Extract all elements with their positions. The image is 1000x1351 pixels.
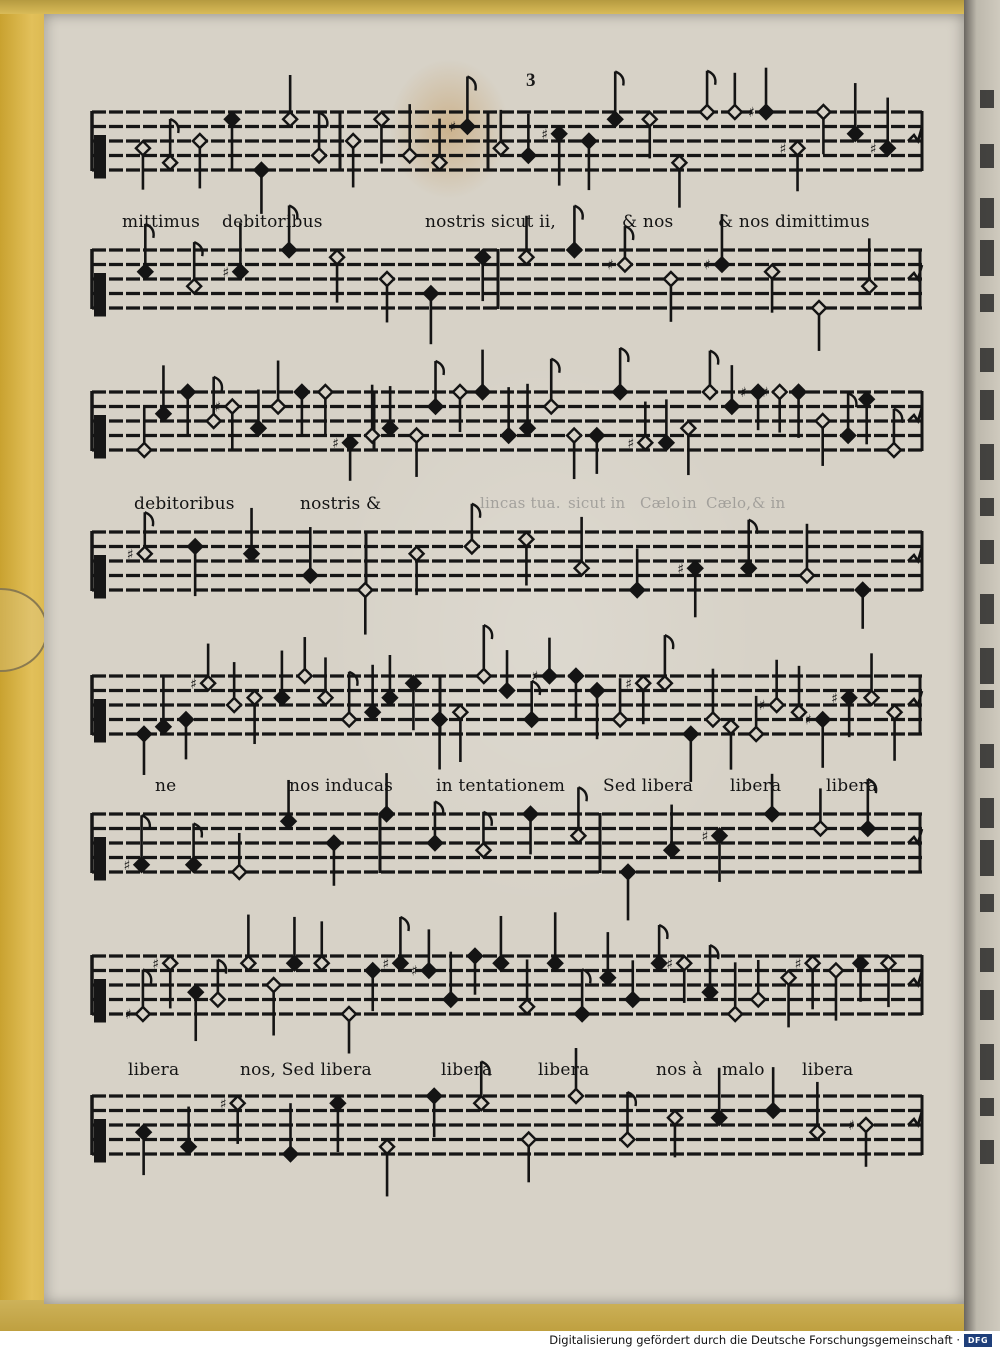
- note-head: [728, 1007, 742, 1021]
- note-head: [282, 814, 296, 828]
- note-head: [816, 105, 830, 119]
- accidental-mark: ♯: [761, 385, 769, 401]
- lyric-word: libera: [826, 776, 878, 796]
- note-head: [542, 669, 556, 683]
- lyric-word: libera: [128, 1060, 180, 1080]
- note-head: [303, 569, 317, 583]
- note-head: [476, 250, 490, 264]
- note-head: [193, 134, 207, 148]
- note-head: [782, 971, 796, 985]
- note-head: [770, 698, 784, 712]
- note-head: [346, 134, 360, 148]
- note-head: [201, 676, 215, 690]
- note-head: [842, 691, 856, 705]
- lyric-word: mittimus: [122, 212, 201, 232]
- note-head: [664, 272, 678, 286]
- note-head: [659, 436, 673, 450]
- note-head: [156, 407, 170, 421]
- note-head: [380, 1140, 394, 1154]
- note-head: [521, 149, 535, 163]
- note-head: [773, 385, 787, 399]
- note-head: [569, 1089, 583, 1103]
- note-head: [590, 684, 604, 698]
- note-head: [887, 443, 901, 457]
- note-head: [848, 127, 862, 141]
- note-head: [315, 956, 329, 970]
- accidental-mark: ♯: [214, 399, 222, 416]
- note-head: [330, 250, 344, 264]
- custos-mark: [908, 127, 922, 141]
- note-head: [652, 956, 666, 970]
- note-head: [569, 669, 583, 683]
- note-head: [251, 421, 265, 435]
- note-head: [713, 829, 727, 843]
- lyric-bleed: & in: [752, 494, 786, 512]
- note-head: [816, 713, 830, 727]
- note-head: [476, 385, 490, 399]
- note-head: [187, 858, 201, 872]
- note-head: [422, 964, 436, 978]
- note-head: [410, 429, 424, 443]
- footer-bar: [0, 1331, 1000, 1351]
- lyric-bleed: Cælo,: [706, 494, 752, 512]
- clef-mark: [94, 837, 106, 881]
- note-head: [424, 287, 438, 301]
- note-head: [791, 141, 805, 155]
- note-head: [759, 105, 773, 119]
- note-head: [638, 436, 652, 450]
- note-head: [703, 385, 717, 399]
- note-head: [766, 1104, 780, 1118]
- clef-mark: [94, 979, 106, 1023]
- note-head: [453, 705, 467, 719]
- accidental-mark: ♯: [124, 1007, 132, 1023]
- note-head: [582, 134, 596, 148]
- clef-mark: [94, 699, 106, 743]
- note-head: [383, 421, 397, 435]
- note-head: [810, 1125, 824, 1139]
- accidental-mark: ♯: [627, 435, 635, 452]
- lyric-word: debitoribus: [134, 494, 235, 514]
- accidental-mark: ♯: [152, 956, 160, 973]
- accidental-mark: ♯: [740, 385, 747, 401]
- note-head: [225, 400, 239, 414]
- note-head: [365, 429, 379, 443]
- note-head: [444, 993, 458, 1007]
- note-head: [241, 956, 255, 970]
- note-head: [862, 279, 876, 293]
- lyric-word: & nos dimittimus: [718, 212, 870, 232]
- note-head: [728, 105, 742, 119]
- note-head: [403, 149, 417, 163]
- accidental-mark: ♯: [606, 257, 614, 274]
- note-head: [881, 141, 895, 155]
- note-head: [712, 1111, 726, 1125]
- note-head: [888, 705, 902, 719]
- note-head: [232, 865, 246, 879]
- note-head: [590, 429, 604, 443]
- note-head: [182, 1140, 196, 1154]
- note-head: [703, 985, 717, 999]
- note-head: [672, 156, 686, 170]
- accidental-mark: ♯: [126, 546, 134, 563]
- lyric-line-4: [0, 1060, 1000, 1086]
- note-head: [494, 141, 508, 155]
- lyric-bleed: in: [682, 494, 697, 512]
- lyric-word: libera: [802, 1060, 854, 1080]
- note-head: [861, 822, 875, 836]
- note-head: [406, 676, 420, 690]
- accidental-mark: ♯: [703, 257, 711, 274]
- note-head: [189, 985, 203, 999]
- note-head: [765, 807, 779, 821]
- note-head: [613, 385, 627, 399]
- note-head: [358, 583, 372, 597]
- note-head: [225, 112, 239, 126]
- note-head: [163, 956, 177, 970]
- note-head: [613, 713, 627, 727]
- note-head: [881, 956, 895, 970]
- note-head: [608, 112, 622, 126]
- note-head: [524, 807, 538, 821]
- note-head: [854, 956, 868, 970]
- accidental-mark: ♯: [219, 1096, 227, 1113]
- note-head: [427, 1089, 441, 1103]
- lyric-word: nos à: [656, 1060, 703, 1080]
- note-head: [841, 429, 855, 443]
- note-head: [706, 713, 720, 727]
- accidental-mark: ♯: [123, 857, 131, 874]
- accidental-mark: ♯: [701, 828, 709, 845]
- accidental-mark: ♯: [531, 669, 539, 685]
- note-head: [715, 258, 729, 272]
- note-head: [138, 547, 152, 561]
- lyric-line-1: [0, 212, 1000, 238]
- note-head: [227, 698, 241, 712]
- note-head: [137, 727, 151, 741]
- note-head: [494, 956, 508, 970]
- note-head: [865, 691, 879, 705]
- note-head: [343, 436, 357, 450]
- note-head: [829, 964, 843, 978]
- note-head: [312, 149, 326, 163]
- custos-mark: [908, 1111, 922, 1125]
- note-head: [522, 1133, 536, 1147]
- page-number: 3: [526, 70, 536, 91]
- lyric-word: nos inducas: [289, 776, 394, 796]
- note-head: [283, 1147, 297, 1161]
- note-head: [751, 993, 765, 1007]
- clef-mark: [94, 415, 106, 459]
- accidental-mark: ♯: [794, 956, 802, 973]
- note-head: [749, 727, 763, 741]
- note-head: [267, 978, 281, 992]
- accidental-mark: ♯: [449, 119, 457, 136]
- accidental-mark: ♯: [831, 690, 838, 707]
- note-head: [331, 1096, 345, 1110]
- accidental-mark: ♯: [758, 698, 766, 714]
- note-head: [665, 843, 679, 857]
- note-head: [859, 1118, 873, 1132]
- note-head: [179, 713, 193, 727]
- note-head: [275, 691, 289, 705]
- note-head: [460, 120, 474, 134]
- note-head: [813, 822, 827, 836]
- accidental-mark: ♯: [847, 1118, 855, 1134]
- note-head: [366, 964, 380, 978]
- note-head: [231, 1096, 245, 1110]
- note-head: [567, 243, 581, 257]
- lyric-word: malo: [722, 1060, 765, 1080]
- note-head: [742, 561, 756, 575]
- clef-mark: [94, 273, 106, 317]
- lyric-word: debitoribus: [222, 212, 323, 232]
- note-head: [187, 279, 201, 293]
- accidental-mark: ♯: [410, 963, 418, 980]
- note-head: [366, 705, 380, 719]
- accidental-mark: ♯: [869, 141, 877, 158]
- note-head: [601, 971, 615, 985]
- note-head: [806, 956, 820, 970]
- note-head: [318, 385, 332, 399]
- note-head: [630, 583, 644, 597]
- accidental-mark: ♯: [666, 956, 674, 973]
- lyric-word: ne: [155, 776, 177, 796]
- note-head: [816, 414, 830, 428]
- lyric-word: nos, Sed libera: [240, 1060, 372, 1080]
- note-head: [476, 843, 490, 857]
- note-head: [318, 691, 332, 705]
- note-head: [520, 250, 534, 264]
- clef-mark: [94, 135, 106, 179]
- note-head: [474, 1096, 488, 1110]
- note-head: [433, 713, 447, 727]
- accidental-mark: ♯: [332, 435, 339, 452]
- note-head: [211, 993, 225, 1007]
- note-head: [393, 956, 407, 970]
- note-head: [248, 691, 262, 705]
- note-head: [181, 385, 195, 399]
- lyric-word: libera: [538, 1060, 590, 1080]
- note-head: [677, 956, 691, 970]
- lyric-word: & nos: [622, 212, 674, 232]
- lyric-word: in tentationem: [436, 776, 566, 796]
- note-head: [626, 993, 640, 1007]
- note-head: [433, 156, 447, 170]
- note-head: [468, 949, 482, 963]
- note-head: [700, 105, 714, 119]
- note-head: [254, 163, 268, 177]
- note-head: [453, 385, 467, 399]
- lyric-word: Sed libera: [603, 776, 694, 796]
- note-head: [812, 301, 826, 315]
- note-head: [374, 112, 388, 126]
- note-head: [575, 561, 589, 575]
- note-head: [137, 1125, 151, 1139]
- note-head: [575, 1007, 589, 1021]
- note-head: [271, 400, 285, 414]
- note-head: [548, 956, 562, 970]
- note-head: [138, 265, 152, 279]
- footer-credit: Digitalisierung gefördert durch die Deutsche Forschungsgemeinschaft ·: [549, 1333, 960, 1347]
- note-head: [327, 836, 341, 850]
- note-head: [725, 400, 739, 414]
- note-head: [525, 713, 539, 727]
- custos-mark: [908, 971, 922, 985]
- note-head: [135, 858, 149, 872]
- note-head: [295, 385, 309, 399]
- note-head: [520, 1000, 534, 1014]
- accidental-mark: ♯: [190, 676, 197, 693]
- note-head: [410, 547, 424, 561]
- lyric-word: nostris sicut ii,: [425, 212, 556, 232]
- note-head: [136, 1007, 150, 1021]
- note-head: [519, 532, 533, 546]
- note-head: [283, 112, 297, 126]
- note-head: [465, 540, 479, 554]
- note-head: [136, 141, 150, 155]
- note-head: [621, 1133, 635, 1147]
- clef-mark: [94, 555, 106, 599]
- lyric-word: libera: [730, 776, 782, 796]
- note-head: [724, 720, 738, 734]
- note-head: [380, 807, 394, 821]
- lyric-line-2: [0, 494, 1000, 520]
- accidental-mark: ♯: [541, 126, 548, 143]
- accidental-mark: ♯: [677, 561, 685, 578]
- note-head: [681, 421, 695, 435]
- lyric-bleed: Cælo: [640, 494, 681, 512]
- note-head: [571, 829, 585, 843]
- accidental-mark: ♯: [804, 712, 812, 729]
- note-head: [765, 265, 779, 279]
- lyric-bleed: lincas tua.: [480, 494, 561, 512]
- lyric-bleed: sicut in: [568, 494, 626, 512]
- dfg-logo: DFG: [964, 1334, 992, 1347]
- lyric-word: nostris &: [300, 494, 382, 514]
- lyric-line-3: [0, 776, 1000, 802]
- note-head: [282, 243, 296, 257]
- note-head: [477, 669, 491, 683]
- note-head: [245, 547, 259, 561]
- note-head: [207, 414, 221, 428]
- clef-mark: [94, 1119, 106, 1163]
- note-head: [800, 569, 814, 583]
- accidental-mark: ♯: [625, 676, 633, 693]
- custos-mark: [908, 547, 922, 561]
- accidental-mark: ♯: [382, 956, 390, 973]
- accidental-mark: ♯: [748, 105, 755, 121]
- note-head: [342, 713, 356, 727]
- note-head: [860, 392, 874, 406]
- note-head: [618, 258, 632, 272]
- note-head: [636, 676, 650, 690]
- note-head: [544, 400, 558, 414]
- note-head: [643, 112, 657, 126]
- note-head: [156, 720, 170, 734]
- note-head: [287, 956, 301, 970]
- note-head: [621, 865, 635, 879]
- note-head: [380, 272, 394, 286]
- note-head: [298, 669, 312, 683]
- note-head: [163, 156, 177, 170]
- note-head: [383, 691, 397, 705]
- note-head: [428, 836, 442, 850]
- note-head: [668, 1111, 682, 1125]
- custos-mark: [908, 407, 922, 421]
- note-head: [792, 385, 806, 399]
- note-head: [137, 443, 151, 457]
- note-head: [552, 127, 566, 141]
- note-head: [502, 429, 516, 443]
- note-head: [342, 1007, 356, 1021]
- accidental-mark: ♯: [779, 141, 787, 158]
- note-head: [856, 583, 870, 597]
- note-head: [688, 561, 702, 575]
- note-head: [429, 400, 443, 414]
- lyric-word: libera: [441, 1060, 493, 1080]
- note-head: [521, 421, 535, 435]
- note-head: [233, 265, 247, 279]
- note-head: [500, 684, 514, 698]
- note-head: [188, 540, 202, 554]
- note-head: [684, 727, 698, 741]
- note-head: [658, 676, 672, 690]
- accidental-mark: ♯: [222, 264, 230, 281]
- note-head: [567, 429, 581, 443]
